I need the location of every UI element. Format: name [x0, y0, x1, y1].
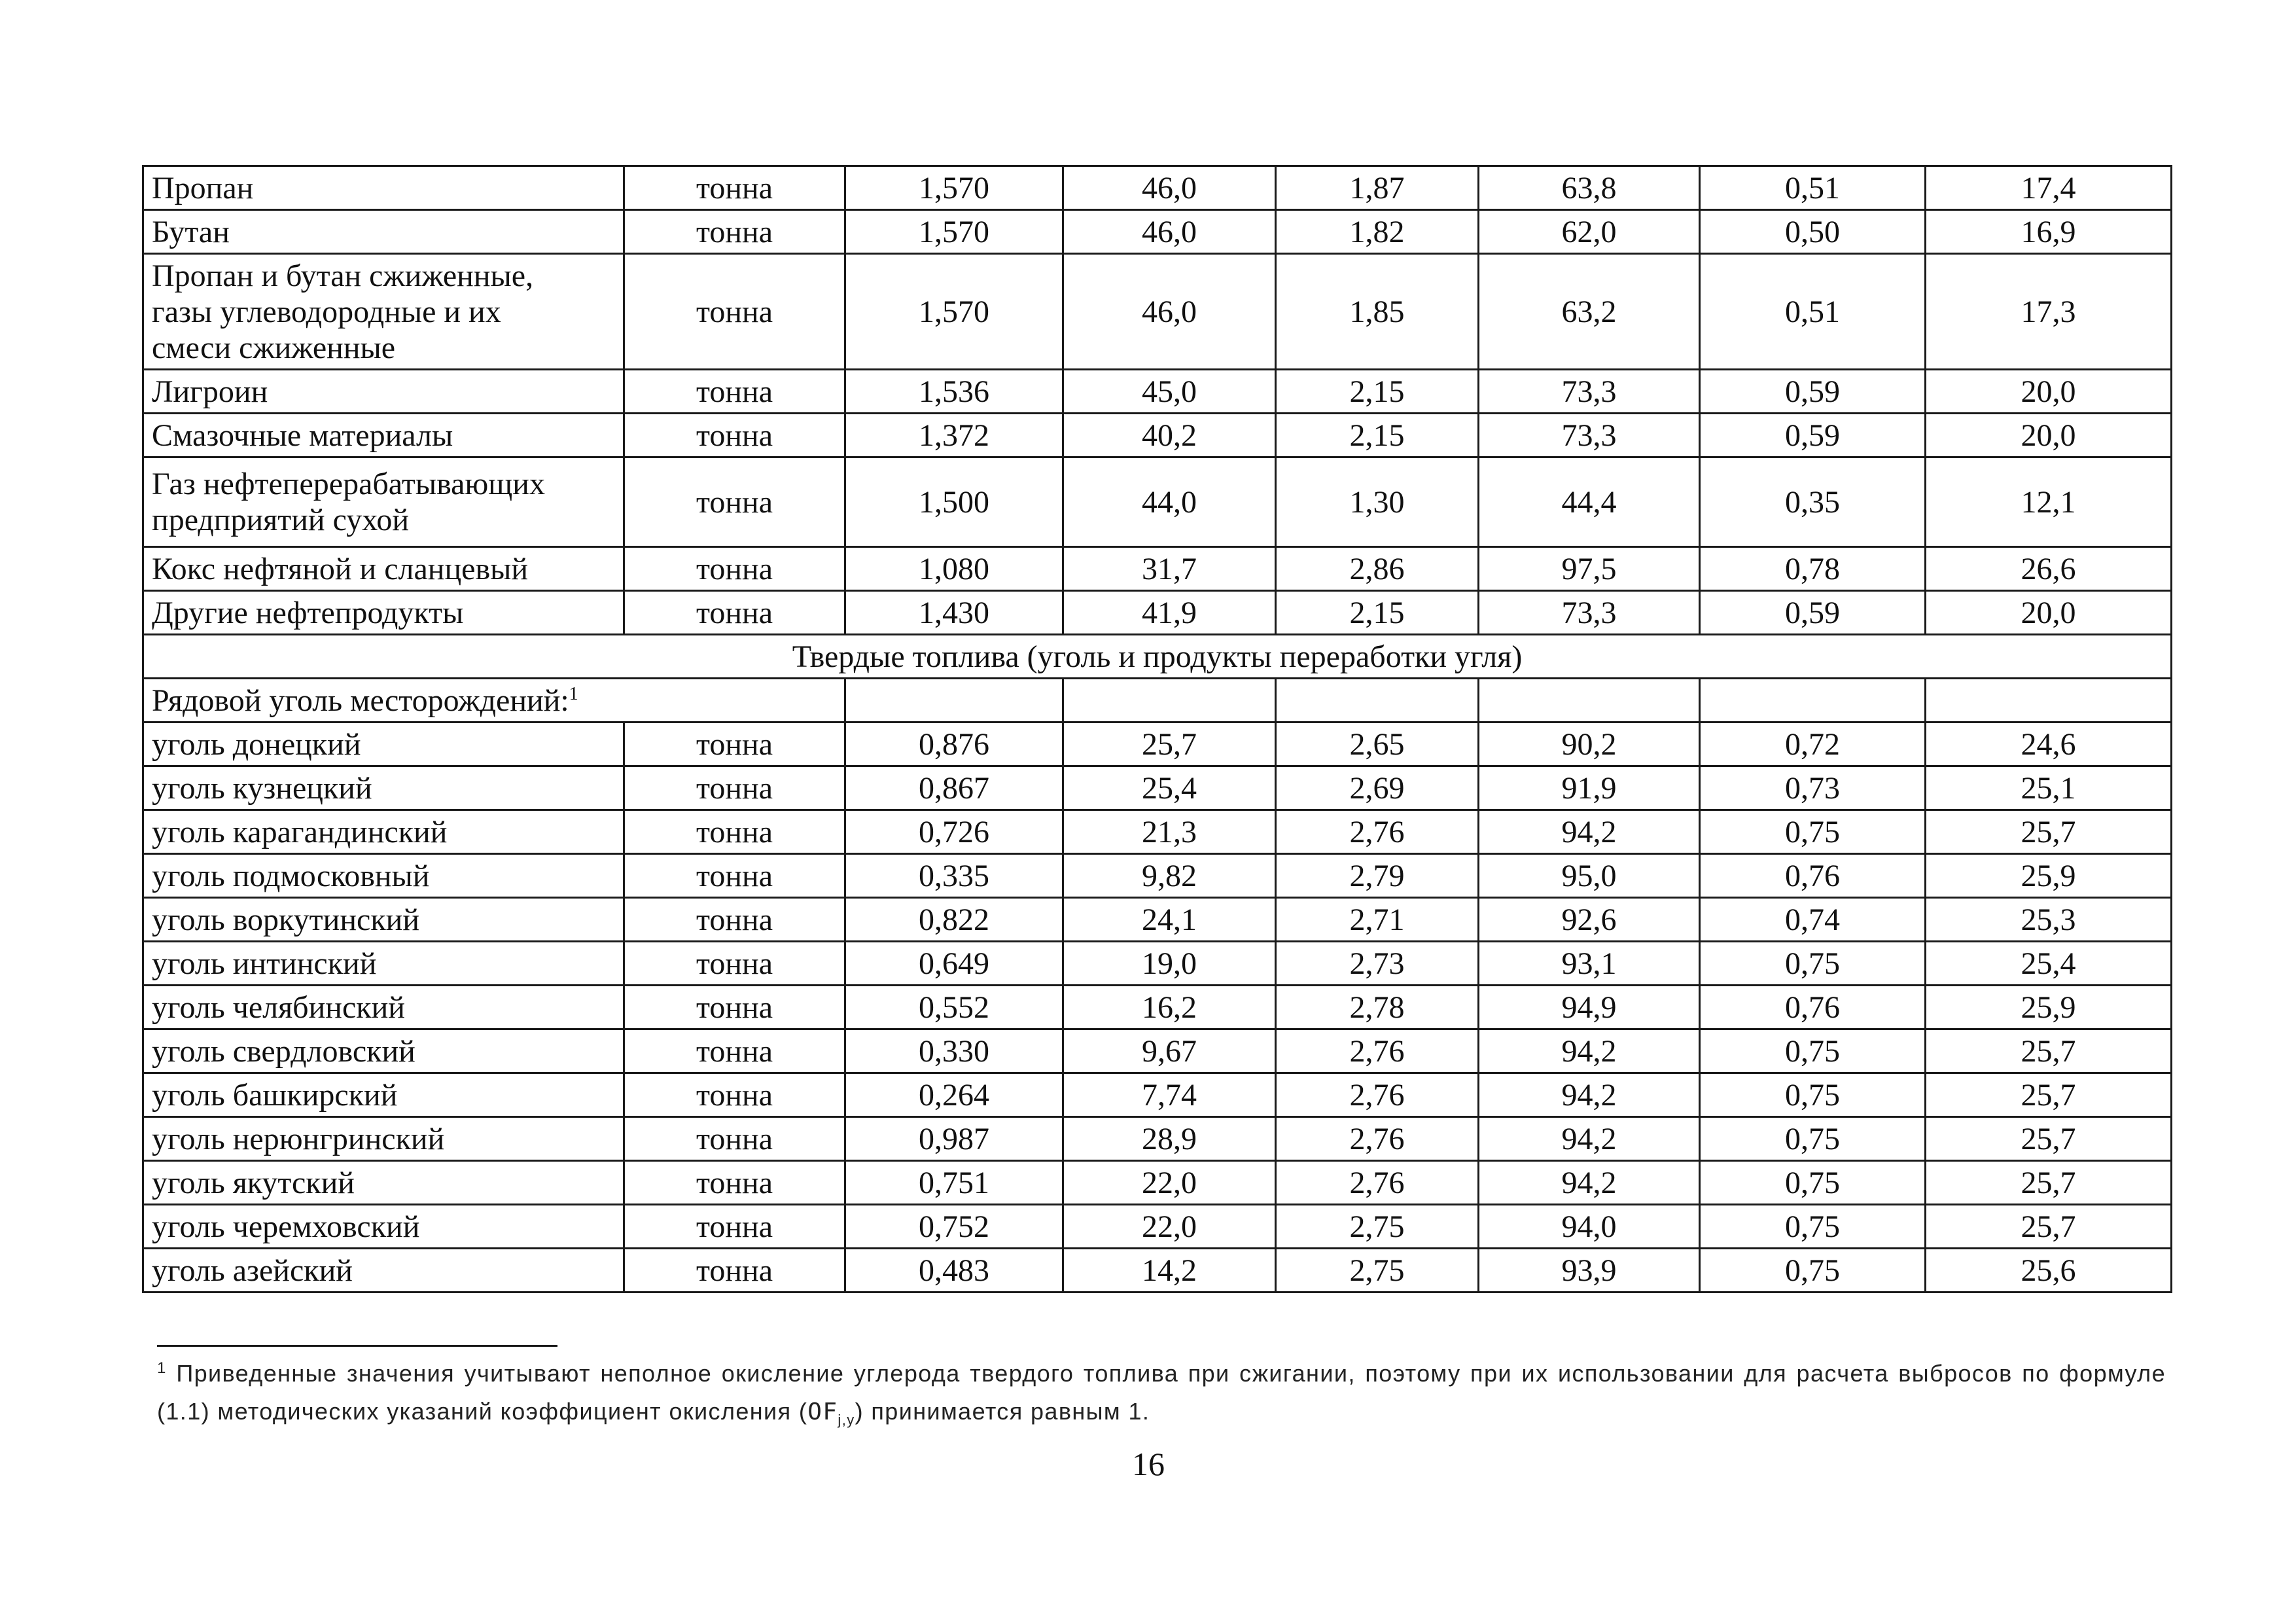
value-cell: 73,3 [1479, 370, 1700, 414]
value-cell: 12,1 [1926, 457, 2172, 547]
empty-cell [845, 679, 1063, 722]
fuel-name: Лигроин [143, 370, 624, 414]
value-cell: 0,483 [845, 1249, 1063, 1293]
value-cell: 40,2 [1063, 414, 1276, 457]
empty-cell [1479, 679, 1700, 722]
value-cell: 1,430 [845, 591, 1063, 635]
value-cell: 0,75 [1700, 1249, 1926, 1293]
table-row [143, 370, 2172, 414]
table-row [143, 854, 2172, 898]
footnote-separator [157, 1345, 557, 1347]
empty-cell [1063, 679, 1276, 722]
value-cell: 9,67 [1063, 1029, 1276, 1073]
value-cell: 20,0 [1926, 591, 2172, 635]
value-cell: 2,65 [1276, 722, 1479, 766]
fuel-name: уголь донецкий [143, 722, 624, 766]
value-cell: 0,822 [845, 898, 1063, 942]
value-cell: 1,570 [845, 166, 1063, 210]
page-number: 16 [1132, 1446, 1165, 1482]
unit-cell: тонна [624, 722, 845, 766]
value-cell: 2,76 [1276, 1161, 1479, 1205]
value-cell: 19,0 [1063, 942, 1276, 986]
value-cell: 24,1 [1063, 898, 1276, 942]
value-cell: 0,75 [1700, 1205, 1926, 1249]
fuel-name [143, 254, 624, 370]
value-cell: 0,552 [845, 986, 1063, 1029]
value-cell: 1,570 [845, 210, 1063, 254]
value-cell: 14,2 [1063, 1249, 1276, 1293]
table-row [143, 942, 2172, 986]
footnote-text-before: Приведенные значения учитывают неполное окисление углерода твердого топлива при сжигании, поэтому при их использовании для расчета выбросов по формуле (1.1) методических указаний коэффициент окисления ( [157, 1360, 2166, 1425]
value-cell: 2,76 [1276, 1073, 1479, 1117]
value-cell: 1,85 [1276, 254, 1479, 370]
value-cell: 94,2 [1479, 1161, 1700, 1205]
unit-cell: тонна [624, 1249, 845, 1293]
value-cell: 0,75 [1700, 810, 1926, 854]
unit-cell: тонна [624, 986, 845, 1029]
table-row [143, 766, 2172, 810]
fuel-name: уголь свердловский [143, 1029, 624, 1073]
value-cell: 20,0 [1926, 370, 2172, 414]
unit-cell: тонна [624, 370, 845, 414]
value-cell: 93,1 [1479, 942, 1700, 986]
value-cell: 1,87 [1276, 166, 1479, 210]
value-cell: 2,15 [1276, 370, 1479, 414]
value-cell: 0,867 [845, 766, 1063, 810]
unit-cell: тонна [624, 547, 845, 591]
value-cell: 45,0 [1063, 370, 1276, 414]
value-cell: 0,59 [1700, 370, 1926, 414]
value-cell: 1,30 [1276, 457, 1479, 547]
unit-cell: тонна [624, 254, 845, 370]
value-cell: 0,76 [1700, 854, 1926, 898]
oxidation-coefficient-subscript: j,y [838, 1412, 855, 1429]
coal-rows [143, 722, 2172, 1293]
unit-cell: тонна [624, 898, 845, 942]
table-row [143, 810, 2172, 854]
value-cell: 25,4 [1063, 766, 1276, 810]
value-cell: 0,330 [845, 1029, 1063, 1073]
value-cell: 0,35 [1700, 457, 1926, 547]
value-cell: 1,080 [845, 547, 1063, 591]
value-cell: 46,0 [1063, 210, 1276, 254]
value-cell: 7,74 [1063, 1073, 1276, 1117]
footnote [157, 1355, 2166, 1431]
value-cell: 25,9 [1926, 986, 2172, 1029]
value-cell: 2,76 [1276, 810, 1479, 854]
subheader-row [143, 679, 2172, 722]
value-cell: 94,2 [1479, 810, 1700, 854]
table-row [143, 722, 2172, 766]
empty-cell [1926, 679, 2172, 722]
value-cell: 25,7 [1926, 1117, 2172, 1161]
value-cell: 0,75 [1700, 1117, 1926, 1161]
fuel-name: уголь черемховский [143, 1205, 624, 1249]
value-cell: 0,75 [1700, 1029, 1926, 1073]
value-cell: 44,0 [1063, 457, 1276, 547]
table-row [143, 414, 2172, 457]
table-row [143, 1161, 2172, 1205]
value-cell: 0,751 [845, 1161, 1063, 1205]
value-cell: 25,3 [1926, 898, 2172, 942]
value-cell: 1,570 [845, 254, 1063, 370]
value-cell: 22,0 [1063, 1161, 1276, 1205]
value-cell: 90,2 [1479, 722, 1700, 766]
unit-cell: тонна [624, 1161, 845, 1205]
value-cell: 28,9 [1063, 1117, 1276, 1161]
value-cell: 73,3 [1479, 414, 1700, 457]
fuel-name: Другие нефтепродукты [143, 591, 624, 635]
unit-cell: тонна [624, 942, 845, 986]
value-cell: 20,0 [1926, 414, 2172, 457]
value-cell: 0,876 [845, 722, 1063, 766]
footnote-marker: 1 [157, 1359, 167, 1377]
subheader-text: Рядовой уголь месторождений: [152, 683, 569, 718]
fuel-name-line: Пропан и бутан сжиженные, [152, 258, 534, 293]
footnote-marker: 1 [569, 683, 578, 704]
value-cell: 2,75 [1276, 1249, 1479, 1293]
value-cell: 93,9 [1479, 1249, 1700, 1293]
value-cell: 25,6 [1926, 1249, 2172, 1293]
value-cell: 2,78 [1276, 986, 1479, 1029]
value-cell: 1,536 [845, 370, 1063, 414]
value-cell: 0,335 [845, 854, 1063, 898]
value-cell: 46,0 [1063, 166, 1276, 210]
value-cell: 0,73 [1700, 766, 1926, 810]
value-cell: 44,4 [1479, 457, 1700, 547]
value-cell: 9,82 [1063, 854, 1276, 898]
value-cell: 25,7 [1926, 1205, 2172, 1249]
fuel-name: Пропан [143, 166, 624, 210]
table-row [143, 547, 2172, 591]
value-cell: 92,6 [1479, 898, 1700, 942]
value-cell: 97,5 [1479, 547, 1700, 591]
value-cell: 2,69 [1276, 766, 1479, 810]
unit-cell: тонна [624, 854, 845, 898]
empty-cell [1700, 679, 1926, 722]
value-cell: 0,72 [1700, 722, 1926, 766]
value-cell: 2,79 [1276, 854, 1479, 898]
value-cell: 0,78 [1700, 547, 1926, 591]
value-cell: 26,6 [1926, 547, 2172, 591]
value-cell: 0,74 [1700, 898, 1926, 942]
value-cell: 0,987 [845, 1117, 1063, 1161]
value-cell: 25,4 [1926, 942, 2172, 986]
value-cell: 1,500 [845, 457, 1063, 547]
footnote-text-after: ) принимается равным 1. [855, 1398, 1150, 1425]
value-cell: 0,50 [1700, 210, 1926, 254]
table-row [143, 1073, 2172, 1117]
value-cell: 0,51 [1700, 254, 1926, 370]
table-row [143, 457, 2172, 547]
value-cell: 25,9 [1926, 854, 2172, 898]
oxidation-coefficient-symbol: OF [807, 1399, 838, 1425]
value-cell: 25,7 [1926, 1161, 2172, 1205]
fuel-name-line: газы углеводородные и их [152, 294, 501, 329]
table-row [143, 166, 2172, 210]
fuel-name: уголь карагандинский [143, 810, 624, 854]
value-cell: 0,76 [1700, 986, 1926, 1029]
value-cell: 0,649 [845, 942, 1063, 986]
table-row [143, 1029, 2172, 1073]
value-cell: 2,75 [1276, 1205, 1479, 1249]
value-cell: 21,3 [1063, 810, 1276, 854]
fuel-name: уголь подмосковный [143, 854, 624, 898]
value-cell: 94,2 [1479, 1073, 1700, 1117]
value-cell: 62,0 [1479, 210, 1700, 254]
value-cell: 0,59 [1700, 591, 1926, 635]
unit-cell: тонна [624, 1117, 845, 1161]
unit-cell: тонна [624, 210, 845, 254]
value-cell: 16,9 [1926, 210, 2172, 254]
value-cell: 2,15 [1276, 591, 1479, 635]
value-cell: 0,75 [1700, 1073, 1926, 1117]
unit-cell: тонна [624, 457, 845, 547]
table-row [143, 1249, 2172, 1293]
value-cell: 2,86 [1276, 547, 1479, 591]
value-cell: 17,3 [1926, 254, 2172, 370]
value-cell: 0,75 [1700, 942, 1926, 986]
fuel-name: уголь челябинский [143, 986, 624, 1029]
fuel-name: уголь якутский [143, 1161, 624, 1205]
subheader-label [143, 679, 845, 722]
unit-cell: тонна [624, 1029, 845, 1073]
value-cell: 25,7 [1063, 722, 1276, 766]
value-cell: 1,82 [1276, 210, 1479, 254]
value-cell: 1,372 [845, 414, 1063, 457]
unit-cell: тонна [624, 166, 845, 210]
value-cell: 25,7 [1926, 1029, 2172, 1073]
value-cell: 63,8 [1479, 166, 1700, 210]
fuel-name: Бутан [143, 210, 624, 254]
table-row [143, 1205, 2172, 1249]
table-row [143, 210, 2172, 254]
fuel-name: уголь интинский [143, 942, 624, 986]
value-cell: 0,264 [845, 1073, 1063, 1117]
fuel-name: Смазочные материалы [143, 414, 624, 457]
value-cell: 31,7 [1063, 547, 1276, 591]
fuel-name: уголь кузнецкий [143, 766, 624, 810]
value-cell: 16,2 [1063, 986, 1276, 1029]
value-cell: 94,2 [1479, 1029, 1700, 1073]
fuel-emission-table [142, 165, 2172, 1293]
fuel-name [143, 457, 624, 547]
section-title: Твердые топлива (уголь и продукты переработки угля) [143, 635, 2172, 679]
table-row [143, 898, 2172, 942]
value-cell: 0,51 [1700, 166, 1926, 210]
value-cell: 46,0 [1063, 254, 1276, 370]
fuel-name-line: предприятий сухой [152, 503, 410, 537]
value-cell: 94,0 [1479, 1205, 1700, 1249]
table-row [143, 986, 2172, 1029]
value-cell: 0,75 [1700, 1161, 1926, 1205]
value-cell: 2,76 [1276, 1029, 1479, 1073]
fuel-name: уголь азейский [143, 1249, 624, 1293]
unit-cell: тонна [624, 1205, 845, 1249]
table-row [143, 254, 2172, 370]
value-cell: 63,2 [1479, 254, 1700, 370]
value-cell: 25,7 [1926, 1073, 2172, 1117]
value-cell: 95,0 [1479, 854, 1700, 898]
value-cell: 17,4 [1926, 166, 2172, 210]
value-cell: 41,9 [1063, 591, 1276, 635]
fuel-name: Кокс нефтяной и сланцевый [143, 547, 624, 591]
fuel-name: уголь нерюнгринский [143, 1117, 624, 1161]
value-cell: 0,59 [1700, 414, 1926, 457]
value-cell: 0,752 [845, 1205, 1063, 1249]
value-cell: 25,7 [1926, 810, 2172, 854]
fuel-name-line: смеси сжиженные [152, 330, 396, 365]
value-cell: 25,1 [1926, 766, 2172, 810]
unit-cell: тонна [624, 766, 845, 810]
value-cell: 2,76 [1276, 1117, 1479, 1161]
empty-cell [1276, 679, 1479, 722]
table-row [143, 591, 2172, 635]
value-cell: 2,15 [1276, 414, 1479, 457]
unit-cell: тонна [624, 810, 845, 854]
fuel-name-line: Газ нефтеперерабатывающих [152, 467, 545, 501]
value-cell: 91,9 [1479, 766, 1700, 810]
value-cell: 94,9 [1479, 986, 1700, 1029]
unit-cell: тонна [624, 1073, 845, 1117]
section-header-row [143, 635, 2172, 679]
value-cell: 2,71 [1276, 898, 1479, 942]
fuel-name: уголь воркутинский [143, 898, 624, 942]
unit-cell: тонна [624, 414, 845, 457]
value-cell: 0,726 [845, 810, 1063, 854]
value-cell: 73,3 [1479, 591, 1700, 635]
table-row [143, 1117, 2172, 1161]
value-cell: 94,2 [1479, 1117, 1700, 1161]
value-cell: 22,0 [1063, 1205, 1276, 1249]
value-cell: 2,73 [1276, 942, 1479, 986]
value-cell: 24,6 [1926, 722, 2172, 766]
unit-cell: тонна [624, 591, 845, 635]
fuel-name: уголь башкирский [143, 1073, 624, 1117]
